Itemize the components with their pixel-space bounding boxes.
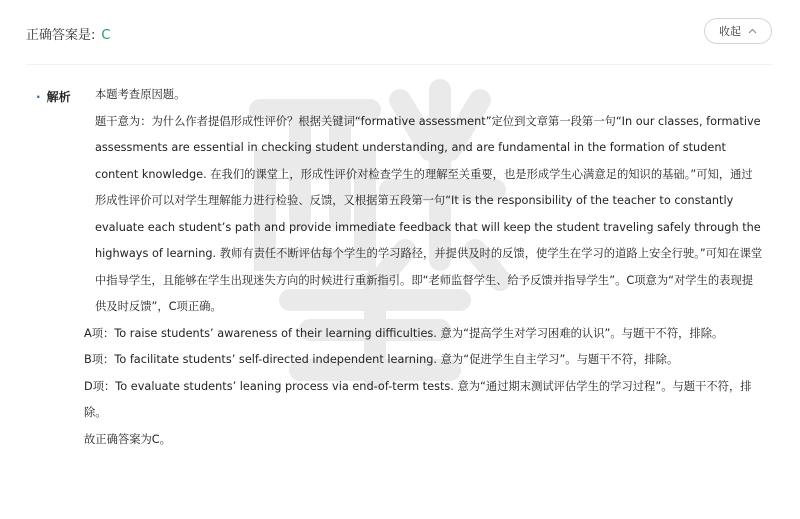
answer-row [26,18,772,48]
analysis-title: 解析 [46,90,71,104]
correct-answer-label: 正确答案是: [26,28,96,43]
option-d-explanation: D项：To evaluate students’ leaning process via end-of-term tests. 意为“通过期末测试评估学生的学习过程”。与题干不符，排除。 [84,379,752,419]
correct-answer-value: C [101,28,111,43]
chevron-up-icon [748,26,757,37]
analysis-paragraph: 题干意为：为什么作者提倡形成性评价？根据关键词“formative assessment”定位到文章第一段第一句“In our classes, formative assessments are essential in checking student understanding, and are fundamental in the formation of student content knowledge. 在我们的课堂上，形成性评价对检查学生的理解至关重要，也是形成学生心满意足的知识的基础。”可知，通过形成性评价可以对学生理解能力进行检验、反馈，又根据第五段第一句“It is the responsibility of the teacher to constantly evaluate each student’s path and provide immediate feedback that will keep the student traveling safely through the highways of learning. 教师有责任不断评估每个学生的学习路径，并提供及时的反馈，使学生在学习的道路上安全行驶。”可知在课堂中指导学生，且能够在学生出现迷失方向的时候进行重新指引。即“老师监督学生、给予反馈并指导学生”。C项意为“对学生的表现提供及时反馈”，C项正确。 [95,114,763,313]
analysis-intro: 本题考查原因题。 [95,88,186,101]
analysis-heading [36,88,71,105]
collapse-button-label: 收起 [719,25,741,38]
analysis-body [84,82,763,453]
option-a-explanation: A项：To raise students’ awareness of their learning difficulties. 意为“提高学生对学习困难的认识”。与题干不符，排除。 [84,326,724,340]
collapse-button[interactable] [704,18,772,44]
analysis-bullet: · [36,90,41,104]
divider [26,64,772,65]
analysis-conclusion: 故正确答案为C。 [84,432,171,446]
option-b-explanation: B项：To facilitate students’ self-directed independent learning. 意为“促进学生自主学习”。与题干不符，排除。 [84,353,679,366]
chevron-up-icon-svg [748,28,757,34]
correct-answer [26,24,110,43]
